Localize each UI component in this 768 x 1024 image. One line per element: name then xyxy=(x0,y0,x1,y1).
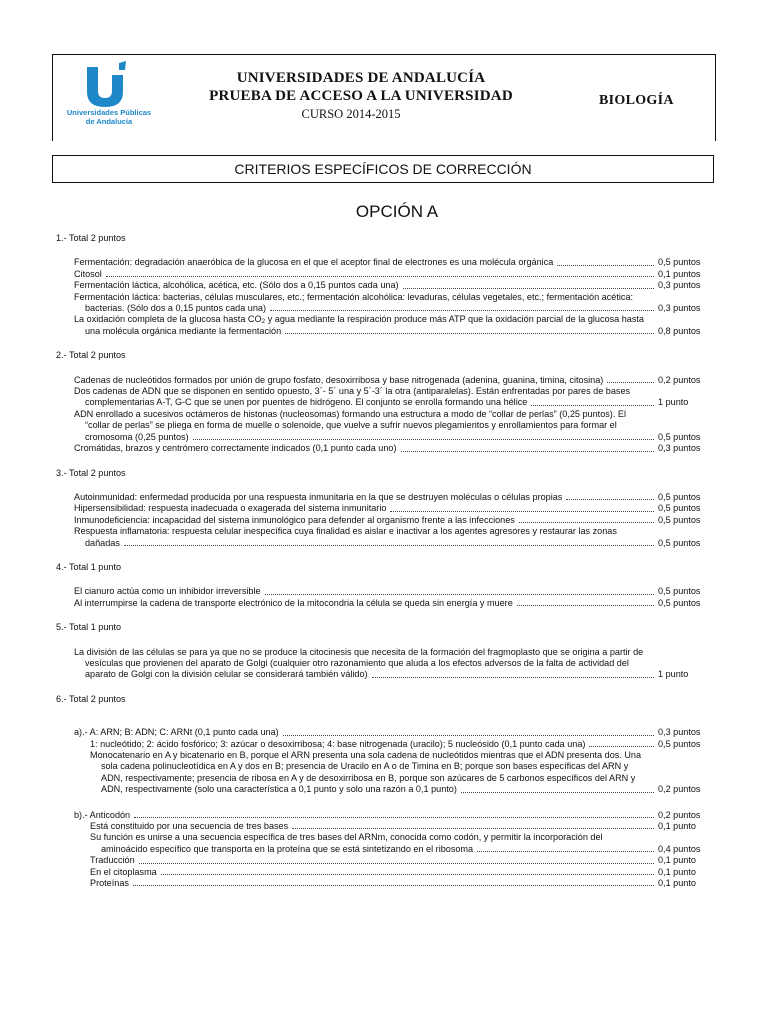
section-1 xyxy=(56,233,716,337)
points: 0,5 puntos xyxy=(658,597,701,608)
document-header xyxy=(52,54,716,141)
points: 0,3 puntos xyxy=(658,727,701,738)
criteria-item: Fermentación láctica: bacterias, células musculares, etc.; fermentación alcohólica: levaduras, células vegetales, etc.; fermentación acética: bacterias. (Sólo dos a 0,15 puntos cada una) 0,3 puntos xyxy=(56,292,716,315)
criteria-item: Inmunodeficiencia: incapacidad del sistema inmunológico para defender al organismo frente a las infecciones 0,5 puntos xyxy=(56,515,716,526)
points: 0,3 puntos xyxy=(658,443,701,454)
section-4 xyxy=(56,562,716,609)
points: 0,3 puntos xyxy=(658,280,701,291)
section-title: 3.- Total 2 puntos xyxy=(56,467,126,478)
section-6 xyxy=(56,694,716,890)
criteria-item: Respuesta inflamatoria: respuesta celular inespecífica cuya finalidad es aislar e inactivar a los agentes agresores y restaurar las zonas dañadas 0,5 puntos xyxy=(56,526,716,549)
criteria-item: Está constituido por una secuencia de tres bases 0,1 punto xyxy=(56,821,716,832)
section-5 xyxy=(56,622,716,681)
criteria-item: En el citoplasma 0,1 punto xyxy=(56,867,716,878)
points: 1 punto xyxy=(658,397,689,408)
criteria-item: La oxidación completa de la glucosa hasta $CO_2$ y agua mediante la respiración produce más ATP que la oxidación parcial de la glucosa hasta una molécula orgánica mediante la fermentación 0,8 puntos xyxy=(56,314,716,337)
u-logo-icon xyxy=(79,61,139,109)
logo-text: Universidades Públicas de Andalucía xyxy=(66,108,152,126)
title-universities: UNIVERSIDADES DE ANDALUCÍA xyxy=(236,70,486,86)
criteria-item: Hipersensibilidad: respuesta inadecuada o exagerada del sistema inmunitario 0,5 puntos xyxy=(56,503,716,514)
points: 0,5 puntos xyxy=(658,491,701,502)
criteria-item: ADN enrollado a sucesivos octámeros de histonas (nucleosomas) formando una estructura a modo de “collar de perlas” (0,25 puntos). El “collar de perlas” se pliega en forma de muelle o solenoide, que vuelve a sufrir nuevos plegamientos y enrollamientos para formar el cromosoma (0,25 puntos) 0,5 puntos xyxy=(56,409,716,443)
points: 0,5 puntos xyxy=(658,514,701,525)
criteria-title: CRITERIOS ESPECÍFICOS DE CORRECCIÓN xyxy=(234,161,532,177)
points: 0,1 puntos xyxy=(658,268,701,279)
header-titles xyxy=(201,69,521,122)
points: 0,1 punto xyxy=(658,866,696,877)
criteria-item: Autoinmunidad: enfermedad producida por una respuesta inmunitaria en la que se destruyen moléculas o células propias 0,5 puntos xyxy=(56,492,716,503)
points: 0,5 puntos xyxy=(658,503,701,514)
title-exam: PRUEBA DE ACCESO A LA UNIVERSIDAD xyxy=(209,88,513,104)
criteria-item: Su función es unirse a una secuencia específica de tres bases del ARNm, conocida como codón, y permitir la incorporación del aminoácido específico que transporta en la proteína que se está sintetizando en el ribosoma 0,4 puntos xyxy=(56,832,716,855)
section-title: 1.- Total 2 puntos xyxy=(56,233,126,243)
points: 0,5 puntos xyxy=(658,738,701,749)
criteria-item: Cromátidas, brazos y centrómero correctamente indicados (0,1 punto cada uno) 0,3 puntos xyxy=(56,443,716,454)
section-2 xyxy=(56,350,716,454)
criteria-item: El cianuro actúa como un inhibidor irreversible 0,5 puntos xyxy=(56,586,716,597)
points: 0,5 puntos xyxy=(658,586,701,597)
points: 0,1 punto xyxy=(658,821,696,832)
criteria-title-box xyxy=(52,155,714,183)
points: 0,2 puntos xyxy=(658,784,701,795)
points: 0,1 punto xyxy=(658,878,696,889)
criteria-item: a).- A: ARN; B: ADN; C: ARNt (0,1 punto cada una) 0,3 puntos xyxy=(56,727,716,738)
points: 0,1 punto xyxy=(658,855,696,866)
criteria-content xyxy=(56,233,716,902)
criteria-item: Al interrumpirse la cadena de transporte electrónico de la mitocondria la célula se queda sin energía y muere 0,5 puntos xyxy=(56,598,716,609)
points: 0,4 puntos xyxy=(658,843,701,854)
criteria-item: Cadenas de nucleótidos formados por unión de grupo fosfato, desoxirribosa y base nitrogenada (adenina, guanina, timina, citosina) 0,2 puntos xyxy=(56,375,716,386)
option-title: OPCIÓN A xyxy=(355,202,439,221)
points: 0,5 puntos xyxy=(658,257,701,268)
criteria-item: Fermentación: degradación anaeróbica de la glucosa en el que el aceptor final de electrones es una molécula orgánica 0,5 puntos xyxy=(56,257,716,268)
criteria-item: Monocatenario en A y bicatenario en B, porque el ARN presenta una sola cadena de nucleótidos mientras que el ADN presenta dos. Una sola cadena polinucleotídica en A y dos en B; presencia de Uracilo en A o de Timina en B; porque son bases específicas del ARN y ADN, respectivamente; presencia de ribosa en A y de desoxirribosa en B, porque son azúcares de 5 carbonos específicos del ARN y ADN, respectivamente (solo una característica a 0,1 punto y solo una razón a 0,1 punto) 0,2 puntos xyxy=(56,750,716,796)
course-year: CURSO 2014-2015 xyxy=(301,107,401,121)
criteria-item: Citosol 0,1 puntos xyxy=(56,269,716,280)
section-title: 5.- Total 1 punto xyxy=(56,622,122,633)
points: 0,8 puntos xyxy=(658,325,701,336)
points: 0,3 puntos xyxy=(658,303,701,314)
points: 0,2 puntos xyxy=(658,374,701,385)
section-title: 2.- Total 2 puntos xyxy=(56,350,126,361)
section-title: 4.- Total 1 punto xyxy=(56,561,122,572)
criteria-item: b).- Anticodón 0,2 puntos xyxy=(56,810,716,821)
criteria-item: 1: nucleótido; 2: ácido fosfórico; 3: azúcar o desoxirribosa; 4: base nitrogenada (uracilo); 5 nucleósido (0,1 punto cada una) 0,5 puntos xyxy=(56,739,716,750)
criteria-item: Proteínas 0,1 punto xyxy=(56,878,716,889)
section-title: 6.- Total 2 puntos xyxy=(56,693,126,704)
subject-label: BIOLOGÍA xyxy=(599,93,674,108)
points: 0,5 puntos xyxy=(658,431,701,442)
criteria-item: La división de las células se para ya que no se produce la citocinesis que necesita de la formación del fragmoplasto que se origina a partir de vesículas que provienen del aparato de Golgi (cualquier otro razonamiento que aluda a los efectos adversos de la falta de actividad del aparato de Golgi con la división celular se considerará también válido) 1 punto xyxy=(56,647,716,681)
section-3 xyxy=(56,468,716,549)
criteria-item: Dos cadenas de ADN que se disponen en sentido opuesto, 3´- 5´ una y 5´-3´ la otra (antiparalelas). Están enfrentadas por pares de bases complementarias A-T, G-C que se unen por puentes de hidrógeno. El conjunto se enrolla formando una hélice 1 punto xyxy=(56,386,716,409)
criteria-item: Fermentación láctica, alcohólica, acética, etc. (Sólo dos a 0,15 puntos cada una) 0,3 puntos xyxy=(56,280,716,291)
points: 1 punto xyxy=(658,669,689,680)
criteria-item: Traducción 0,1 punto xyxy=(56,855,716,866)
points: 0,2 puntos xyxy=(658,809,701,820)
points: 0,5 puntos xyxy=(658,537,701,548)
university-logo xyxy=(61,59,157,143)
